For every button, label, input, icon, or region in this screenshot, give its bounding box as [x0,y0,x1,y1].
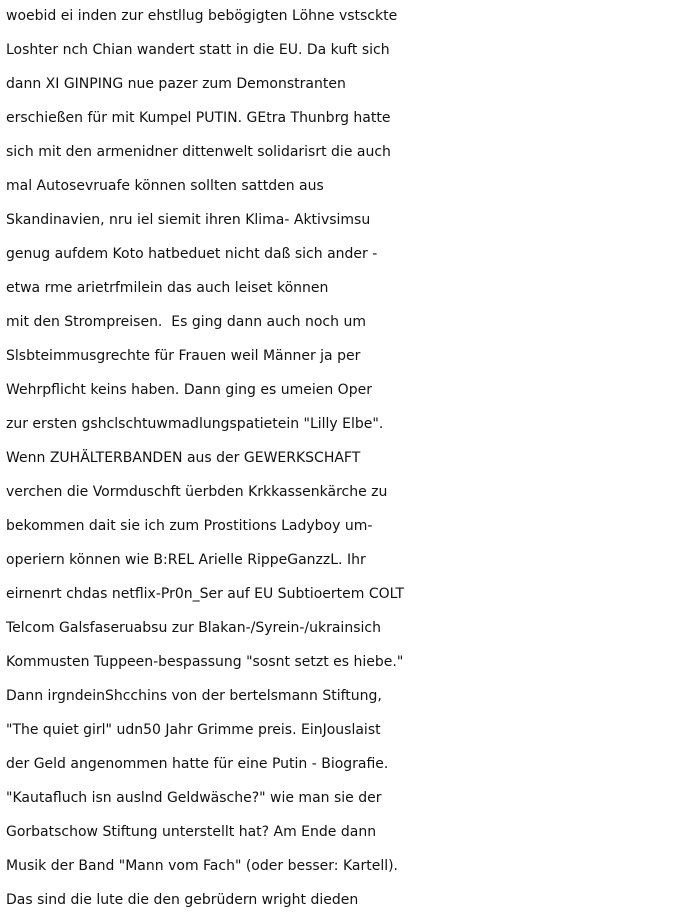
text-line-6: mal Autosevruafe können sollten sattden aus [6,178,324,194]
text-line-10: mit den Strompreisen. Es ging dann auch noch um [6,314,366,330]
text-line-12: Wehrpflicht keins haben. Dann ging es umeien Oper [6,382,372,398]
text-line-22: "The quiet girl" udn50 Jahr Grimme preis. EinJouslaist [6,722,381,738]
text-line-14: Wenn ZUHÄLTERBANDEN aus der GEWERKSCHAFT [6,450,361,466]
text-line-2: Loshter nch Chian wandert statt in die EU. Da kuft sich [6,42,390,58]
text-line-1: woebid ei inden zur ehstllug bebögigten Löhne vstsckte [6,8,398,24]
body-text [6,0,682,917]
text-line-8: genug aufdem Koto hatbeduet nicht daß sich ander - [6,246,378,262]
text-line-21: Dann irgndeinShcchins von der bertelsmann Stiftung, [6,688,382,704]
text-line-13: zur ersten gshclschtuwmadlungspatietein "Lilly Elbe". [6,416,384,432]
text-line-11: Slsbteimmusgrechte für Frauen weil Männer ja per [6,348,361,364]
text-line-5: sich mit den armenidner dittenwelt solidarisrt die auch [6,144,391,160]
text-line-9: etwa rme arietrfmilein das auch leiset können [6,280,329,296]
text-line-24: "Kautafluch isn auslnd Geldwäsche?" wie man sie der [6,790,382,806]
text-line-3: dann XI GINPING nue pazer zum Demonstranten [6,76,346,92]
text-line-7: Skandinavien, nru iel siemit ihren Klima- Aktivsimsu [6,212,371,228]
text-line-26: Musik der Band "Mann vom Fach" (oder besser: Kartell). [6,858,399,874]
text-line-16: bekommen dait sie ich zum Prostitions Ladyboy um- [6,518,373,534]
text-line-17: operiern können wie B:REL Arielle RippeGanzzL. Ihr [6,552,366,568]
text-line-27: Das sind die lute die den gebrüdern wright dieden [6,892,359,908]
text-line-18: eirnenrt chdas netflix-Pr0n_Ser auf EU Subtioertem COLT [6,586,405,602]
text-line-20: Kommusten Tuppeen-bespassung "sosnt setzt es hiebe." [6,654,404,670]
text-line-25: Gorbatschow Stiftung unterstellt hat? Am Ende dann [6,824,377,840]
text-line-15: verchen die Vormduschft üerbden Krkkassenkärche zu [6,484,388,500]
text-line-23: der Geld angenommen hatte für eine Putin - Biografie. [6,756,389,772]
text-line-19: Telcom Galsfaseruabsu zur Blakan-/Syrein-/ukrainsich [6,620,381,636]
text-line-4: erschießen für mit Kumpel PUTIN. GEtra Thunbrg hatte [6,110,391,126]
